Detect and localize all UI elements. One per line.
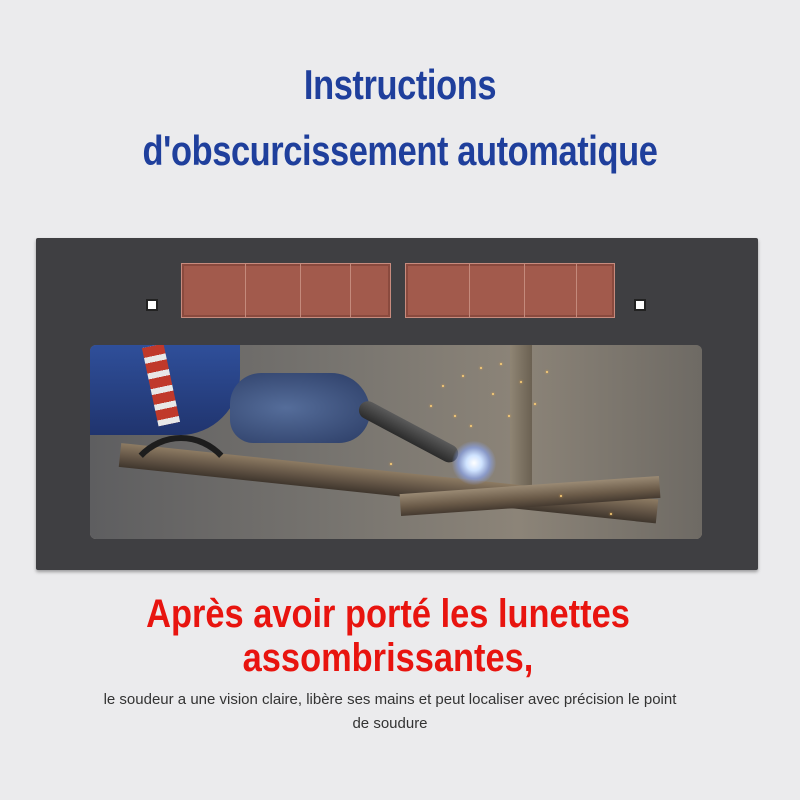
spark	[430, 405, 432, 407]
spark	[470, 425, 472, 427]
spark	[500, 363, 502, 365]
left-solar-panel	[181, 263, 391, 318]
welding-scene-image	[90, 345, 702, 539]
spark	[534, 403, 536, 405]
page-title-line-2: d'obscurcissement automatique	[142, 127, 658, 174]
headline-line-1: Après avoir porté les lunettes	[146, 592, 630, 636]
spark	[390, 463, 392, 465]
right-solar-panel	[405, 263, 615, 318]
caption-line-2: de soudure	[352, 715, 428, 732]
spark	[508, 415, 510, 417]
right-arc-sensor-icon	[634, 299, 646, 311]
spark	[610, 513, 612, 515]
spark	[560, 495, 562, 497]
spark	[480, 367, 482, 369]
welding-arc-glow	[452, 441, 496, 485]
spark	[546, 371, 548, 373]
spark	[492, 393, 494, 395]
welder-glove	[230, 373, 370, 443]
caption	[40, 688, 740, 736]
left-arc-sensor-icon	[146, 299, 158, 311]
headline-line-2: assombrissantes,	[242, 636, 534, 680]
page-title-line-1: Instructions	[303, 61, 497, 108]
spark	[462, 375, 464, 377]
page-title	[72, 52, 728, 184]
headline	[54, 592, 721, 680]
spark	[454, 415, 456, 417]
spark	[442, 385, 444, 387]
spark	[520, 381, 522, 383]
caption-line-1: le soudeur a une vision claire, libère ses mains et peut localiser avec précision le point	[103, 691, 677, 708]
steel-post	[510, 345, 532, 495]
